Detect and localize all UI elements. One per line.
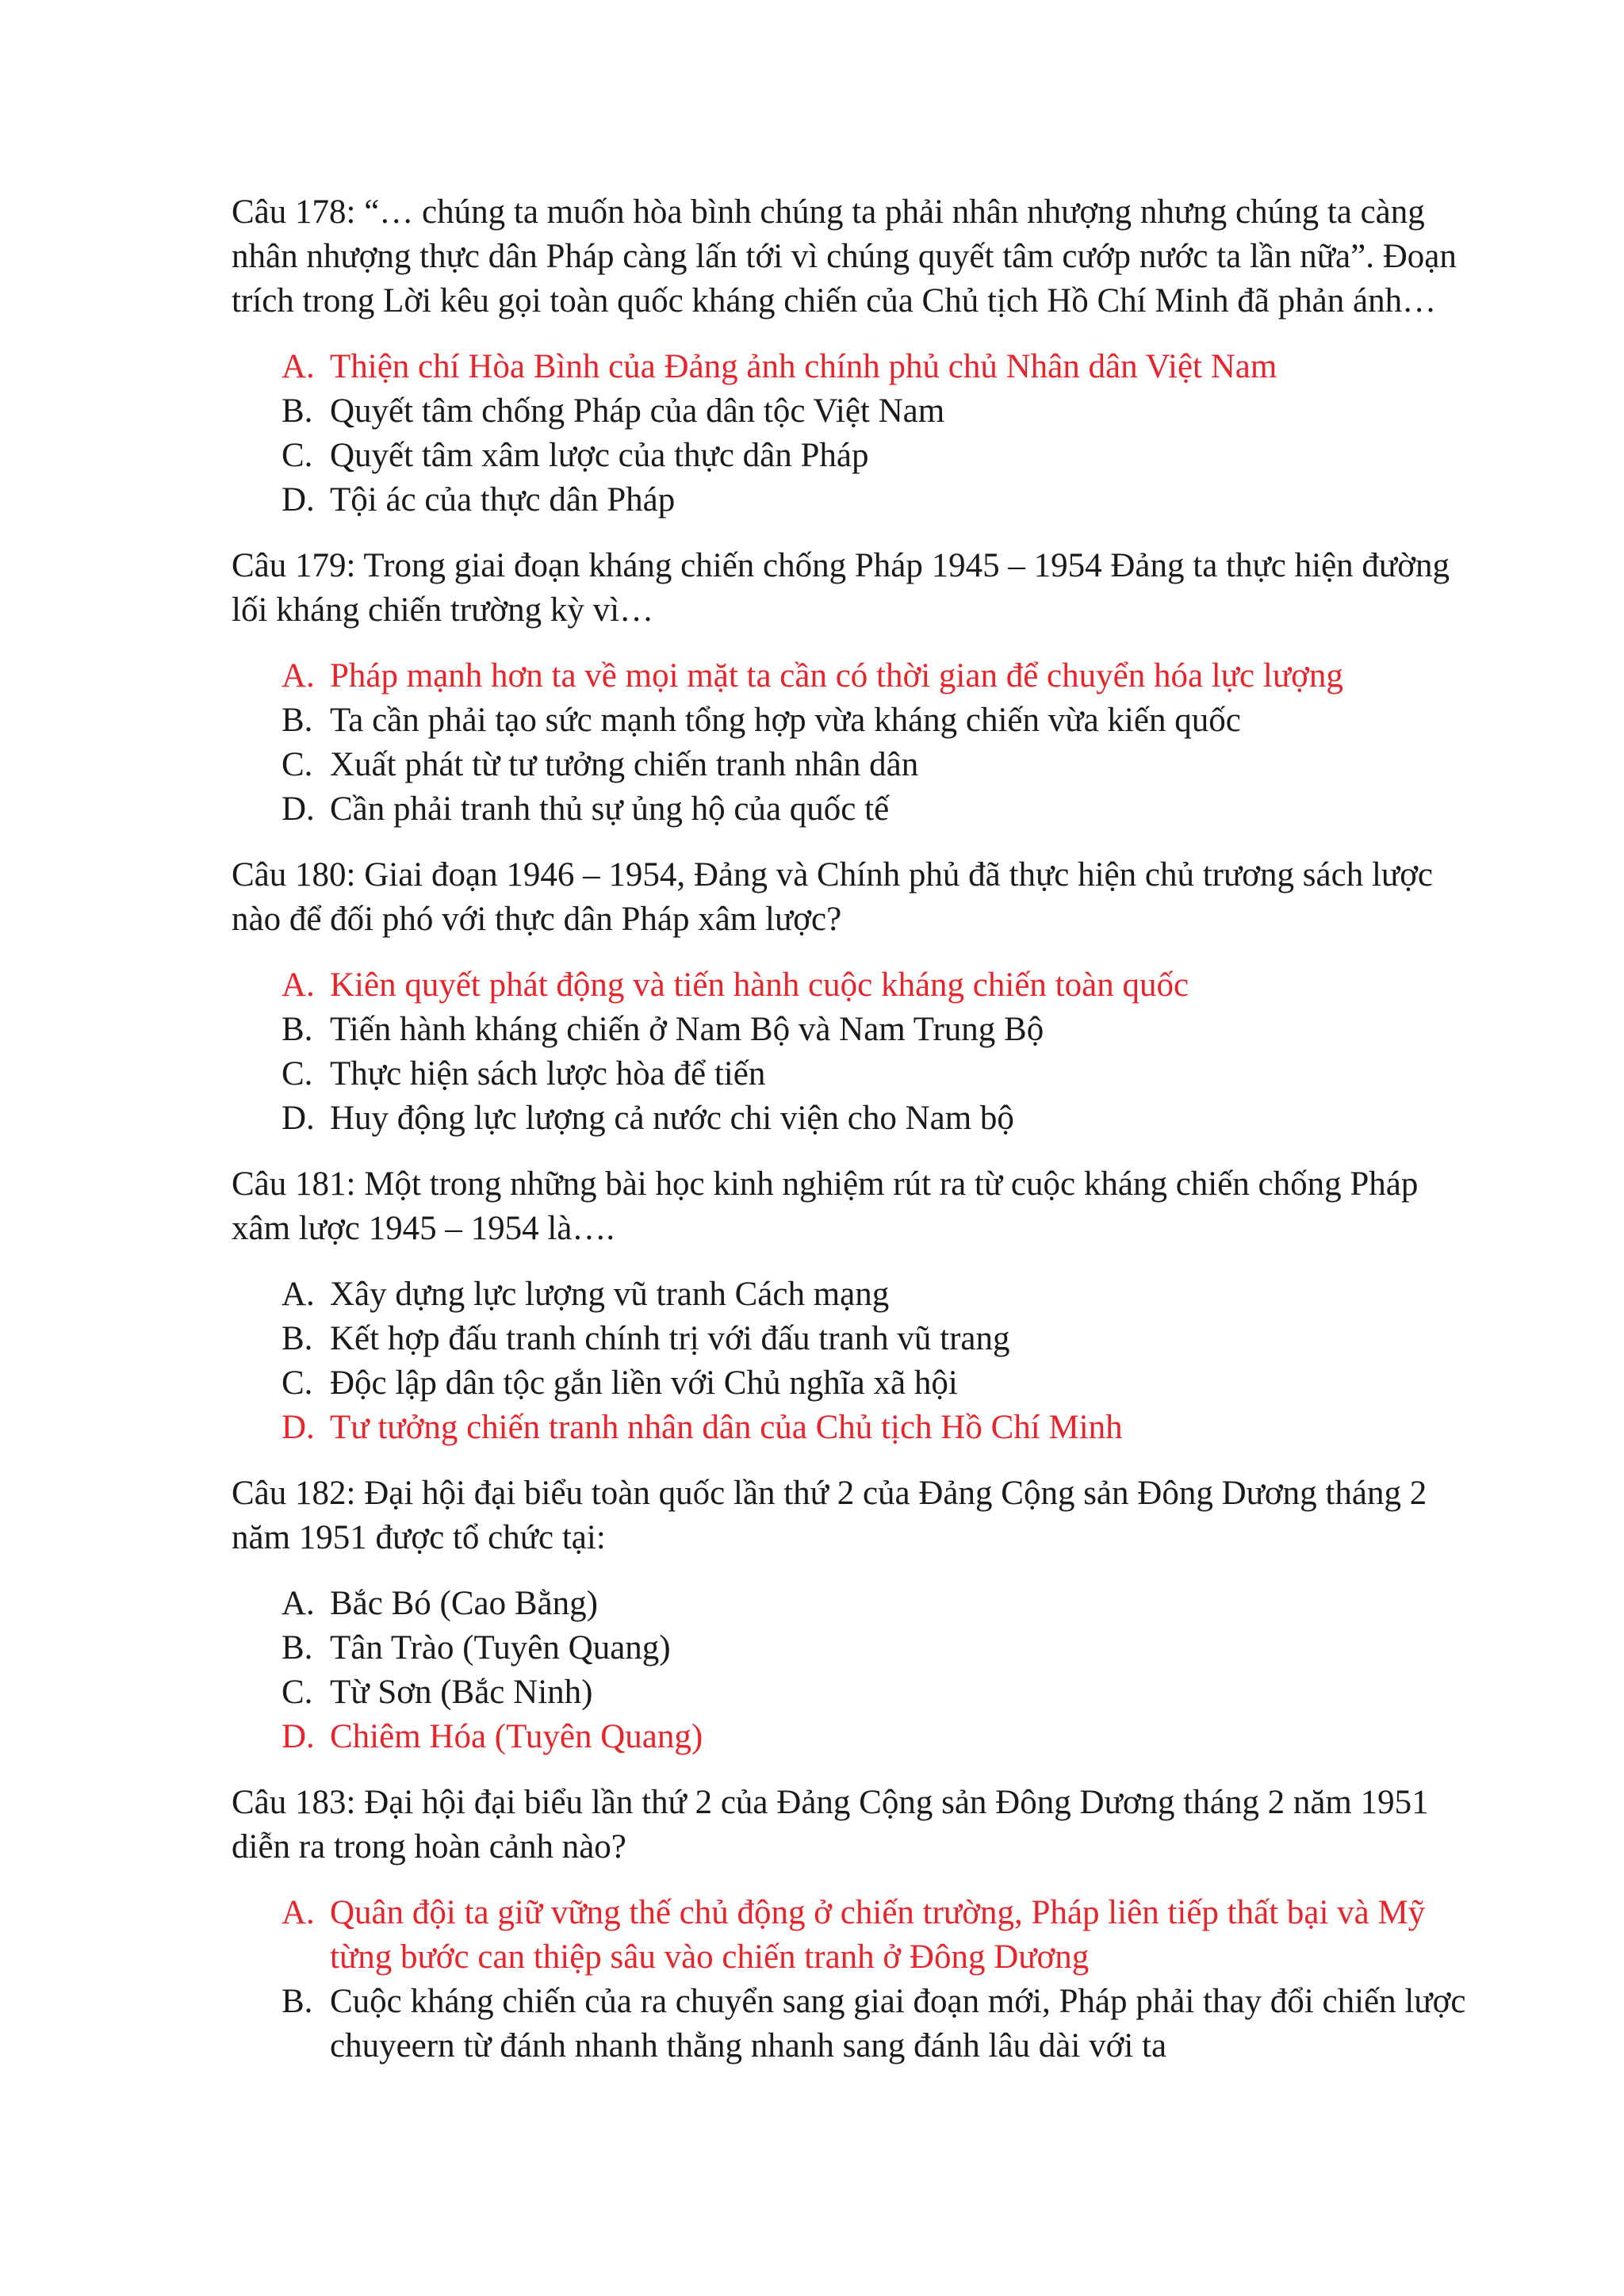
question-text: Câu 182: Đại hội đại biểu toàn quốc lần thứ 2 của Đảng Cộng sản Đông Dương tháng 2 năm 1951 được tổ chức tại: — [232, 1475, 1427, 1556]
option-letter: B. — [282, 392, 313, 430]
option-letter: A. — [282, 657, 315, 695]
question-179 — [232, 544, 1484, 832]
option-list — [232, 1891, 1484, 2068]
option-c — [232, 434, 1484, 478]
option-letter: C. — [282, 1055, 313, 1093]
option-a-correct — [232, 1891, 1484, 1980]
question-178 — [232, 190, 1484, 522]
option-d — [232, 478, 1484, 522]
option-d-correct — [232, 1715, 1484, 1759]
option-letter: B. — [282, 1629, 313, 1667]
option-text: Từ Sơn (Bắc Ninh) — [330, 1674, 593, 1711]
option-letter: C. — [282, 1364, 313, 1402]
option-text: Quyết tâm xâm lược của thực dân Pháp — [330, 437, 869, 474]
option-b — [232, 1008, 1484, 1052]
question-181 — [232, 1162, 1484, 1450]
option-b — [232, 698, 1484, 743]
option-text: Chiêm Hóa (Tuyên Quang) — [330, 1718, 703, 1755]
option-list — [232, 1272, 1484, 1450]
option-text: Thực hiện sách lược hòa để tiến — [330, 1055, 766, 1093]
option-text: Xây dựng lực lượng vũ tranh Cách mạng — [330, 1276, 890, 1313]
option-letter: D. — [282, 481, 315, 519]
option-text: Pháp mạnh hơn ta về mọi mặt ta cần có thời gian để chuyển hóa lực lượng — [330, 657, 1343, 695]
option-text: Quyết tâm chống Pháp của dân tộc Việt Nam — [330, 392, 945, 430]
option-text: Huy động lực lượng cả nước chi viện cho Nam bộ — [330, 1100, 1014, 1137]
option-c — [232, 743, 1484, 787]
option-list — [232, 345, 1484, 522]
option-letter: B. — [282, 1983, 313, 2020]
option-letter: B. — [282, 1320, 313, 1357]
question-text: Câu 179: Trong giai đoạn kháng chiến chống Pháp 1945 – 1954 Đảng ta thực hiện đường lối kháng chiến trường kỳ vì… — [232, 547, 1450, 629]
question-182 — [232, 1471, 1484, 1759]
option-a-correct — [232, 654, 1484, 698]
option-text: Kiên quyết phát động và tiến hành cuộc kháng chiến toàn quốc — [330, 966, 1189, 1004]
option-letter: A. — [282, 1585, 315, 1622]
option-list — [232, 1582, 1484, 1759]
option-letter: A. — [282, 1276, 315, 1313]
option-list — [232, 963, 1484, 1141]
document-content — [232, 190, 1484, 2090]
option-a — [232, 1272, 1484, 1317]
question-text: Câu 178: “… chúng ta muốn hòa bình chúng ta phải nhân nhượng nhưng chúng ta càng nhân nhượng thực dân Pháp càng lấn tới vì chúng quyết tâm cướp nước ta lần nữa”. Đoạn trích trong Lời kêu gọi toàn quốc kháng chiến của Chủ tịch Hồ Chí Minh đã phản ánh… — [232, 193, 1457, 320]
option-text: Độc lập dân tộc gắn liền với Chủ nghĩa xã hội — [330, 1364, 958, 1402]
option-c — [232, 1670, 1484, 1715]
option-letter: A. — [282, 348, 315, 385]
option-letter: D. — [282, 1100, 315, 1137]
option-b — [232, 389, 1484, 434]
option-letter: C. — [282, 746, 313, 783]
option-text: Tội ác của thực dân Pháp — [330, 481, 676, 519]
option-letter: A. — [282, 966, 315, 1004]
option-b — [232, 1626, 1484, 1670]
option-letter: D. — [282, 790, 315, 828]
option-a — [232, 1582, 1484, 1626]
question-text: Câu 183: Đại hội đại biểu lần thứ 2 của Đảng Cộng sản Đông Dương tháng 2 năm 1951 diễn ra trong hoàn cảnh nào? — [232, 1784, 1429, 1866]
option-letter: D. — [282, 1409, 315, 1446]
option-text: Thiện chí Hòa Bình của Đảng ảnh chính phủ chủ Nhân dân Việt Nam — [330, 348, 1277, 385]
option-d — [232, 787, 1484, 832]
option-b — [232, 1317, 1484, 1361]
option-text: Quân đội ta giữ vững thế chủ động ở chiến trường, Pháp liên tiếp thất bại và Mỹ từng bước can thiệp sâu vào chiến tranh ở Đông Dương — [330, 1894, 1426, 1976]
question-text: Câu 181: Một trong những bài học kinh nghiệm rút ra từ cuộc kháng chiến chống Pháp xâm lược 1945 – 1954 là…. — [232, 1165, 1419, 1247]
option-letter: B. — [282, 1011, 313, 1048]
option-a-correct — [232, 963, 1484, 1008]
option-letter: A. — [282, 1894, 315, 1931]
option-letter: B. — [282, 702, 313, 739]
option-c — [232, 1052, 1484, 1096]
option-text: Tiến hành kháng chiến ở Nam Bộ và Nam Trung Bộ — [330, 1011, 1044, 1048]
option-b — [232, 1980, 1484, 2068]
option-d — [232, 1096, 1484, 1141]
option-text: Cần phải tranh thủ sự ủng hộ của quốc tế — [330, 790, 890, 828]
option-text: Cuộc kháng chiến của ra chuyển sang giai đoạn mới, Pháp phải thay đổi chiến lược chuyeern từ đánh nhanh thằng nhanh sang đánh lâu dài với ta — [330, 1983, 1466, 2064]
option-text: Xuất phát từ tư tưởng chiến tranh nhân dân — [330, 746, 919, 783]
option-text: Tư tưởng chiến tranh nhân dân của Chủ tịch Hồ Chí Minh — [330, 1409, 1123, 1446]
option-a-correct — [232, 345, 1484, 389]
option-text: Tân Trào (Tuyên Quang) — [330, 1629, 671, 1667]
option-c — [232, 1361, 1484, 1406]
option-text: Bắc Bó (Cao Bằng) — [330, 1585, 598, 1622]
option-letter: D. — [282, 1718, 315, 1755]
option-letter: C. — [282, 1674, 313, 1711]
option-letter: C. — [282, 437, 313, 474]
question-183 — [232, 1781, 1484, 2068]
question-text: Câu 180: Giai đoạn 1946 – 1954, Đảng và Chính phủ đã thực hiện chủ trương sách lược nào để đối phó với thực dân Pháp xâm lược? — [232, 856, 1434, 938]
question-180 — [232, 853, 1484, 1141]
option-text: Kết hợp đấu tranh chính trị với đấu tranh vũ trang — [330, 1320, 1010, 1357]
option-list — [232, 654, 1484, 832]
option-d-correct — [232, 1406, 1484, 1450]
option-text: Ta cần phải tạo sức mạnh tổng hợp vừa kháng chiến vừa kiến quốc — [330, 702, 1241, 739]
